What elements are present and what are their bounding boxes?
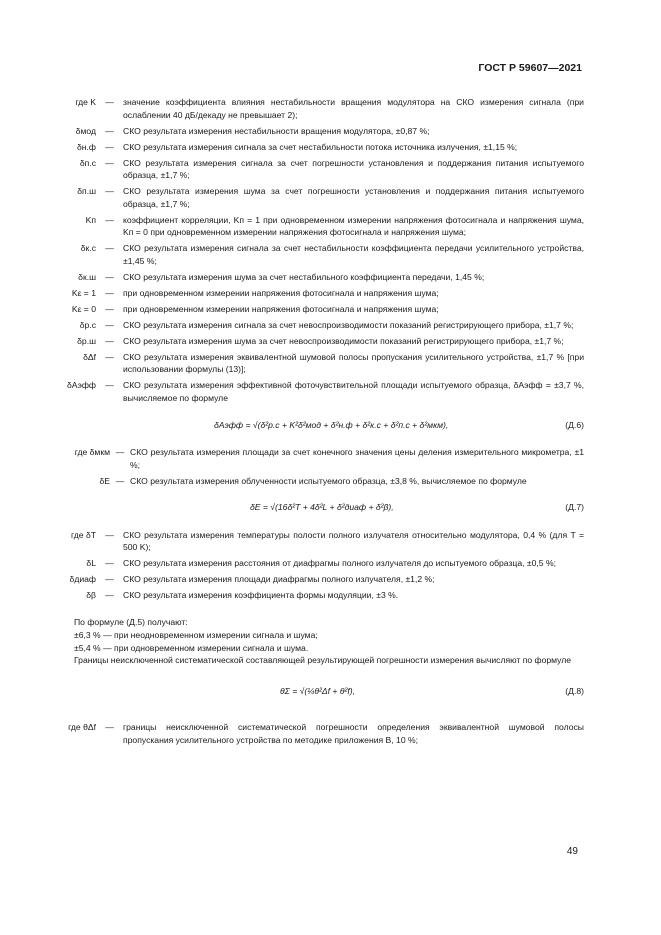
definition-row	[54, 242, 584, 267]
definition-row	[54, 125, 584, 138]
formula-d7-number: (Д.7)	[565, 502, 584, 513]
definition-symbol: Kε = 1	[71, 287, 96, 298]
definition-row	[54, 335, 584, 348]
definition-text: СКО результата измерения шума за счет погрешности установления и поддержания питания испытуемого образца, ±1,7 %;	[123, 186, 584, 209]
definition-row	[54, 589, 584, 602]
definition-text: СКО результата измерения сигнала за счет погрешности установления и поддержания питания испытуемого образца, ±1,7 %;	[123, 157, 584, 181]
definition-dash: —	[105, 303, 114, 314]
definition-dash: —	[105, 141, 114, 152]
definition-dash: —	[105, 97, 114, 107]
definition-symbol: δβ	[86, 590, 96, 601]
definition-text: СКО результата измерения сигнала за счет нестабильности коэффициента передачи усилительного устройства, ±1,45 %;	[123, 243, 584, 266]
formula-d7	[54, 491, 584, 525]
definition-text: СКО результата измерения сигнала за счет нестабильности потока источника излучения, ±1,15 %;	[123, 141, 518, 152]
definition-row	[54, 475, 584, 488]
definition-row	[54, 351, 584, 376]
definition-text: СКО результата измерения нестабильности вращения модулятора, ±0,87 %;	[123, 125, 430, 136]
definition-text: СКО результата измерения температуры полости полного излучателя относительно модулятора, 0,4 % (для T = 500 K);	[123, 529, 584, 553]
paragraph-bounds: Границы неисключенной систематической составляющей результирующей погрешности измерения вычисляют по формуле	[74, 655, 572, 666]
definition-text: СКО результата измерения расстояния от диафрагмы полного излучателя до испытуемого образца, ±0,5 %;	[123, 558, 556, 569]
definition-row	[54, 96, 584, 121]
definitions-block-1	[54, 96, 584, 405]
definition-dash: —	[115, 475, 125, 486]
definition-row	[54, 271, 584, 284]
page-number: 49	[566, 846, 578, 857]
definition-symbol: δн.ф	[77, 141, 96, 152]
definition-dash: —	[105, 574, 114, 585]
definition-row	[54, 446, 584, 471]
definition-row	[54, 287, 584, 300]
definition-text: СКО результата измерения сигнала за счет невоспроизводимости показаний регистрирующего прибора, ±1,7 %;	[123, 319, 574, 330]
formula-d6-expression: δAэфф = √(δ²р.с + K²δ²мод + δ²н.ф + δ²к.с + δ²п.с + δ²мкм),	[214, 419, 449, 430]
definition-symbol: где θΔf	[68, 722, 96, 733]
definition-text: коэффициент корреляции, Kп = 1 при одновременном измерении напряжения фотосигнала и напряжения шума, Kп = 0 при одновременном измерении напряжения фотосигнала и напряжения шума;	[123, 214, 584, 238]
definition-symbol: где δмкм	[74, 446, 110, 457]
definition-row	[54, 185, 584, 210]
result-paragraphs	[54, 616, 584, 667]
definition-text: СКО результата измерения эквивалентной шумовой полосы пропускания усилительного устройства, ±1,7 % [при использовании формулы (13)];	[123, 351, 584, 375]
definition-row	[54, 303, 584, 316]
definition-dash: —	[105, 722, 114, 733]
definition-row	[54, 319, 584, 332]
definition-text: СКО результата измерения эффективной фоточувствительной площади испытуемого образца, δAэфф = ±3,7 %, вычисляемое по формуле	[123, 380, 584, 403]
definition-text: СКО результата измерения площади диафрагмы полного излучателя, ±1,2 %;	[123, 574, 435, 585]
definition-row	[54, 157, 584, 182]
document-body	[54, 96, 584, 750]
definition-symbol: где K	[75, 97, 96, 107]
definitions-block-3	[54, 529, 584, 602]
definition-symbol: δр.ш	[77, 335, 96, 346]
definition-row	[54, 721, 584, 746]
definition-text: при одновременном измерении напряжения фотосигнала и напряжения шума;	[123, 303, 439, 314]
definitions-block-4	[54, 721, 584, 746]
definition-symbol: δE	[99, 475, 110, 486]
definition-dash: —	[105, 351, 114, 362]
definition-row	[54, 573, 584, 586]
formula-d6-number: (Д.6)	[565, 419, 584, 430]
definition-text: СКО результата измерения шума за счет нестабильного коэффициента передачи, 1,45 %;	[123, 271, 485, 282]
definition-row	[54, 379, 584, 404]
definition-dash: —	[105, 271, 114, 282]
definition-row	[54, 214, 584, 239]
definitions-block-2	[54, 446, 584, 487]
definition-text: СКО результата измерения облученности испытуемого образца, ±3,8 %, вычисляемое по формуле	[130, 475, 527, 486]
definition-dash: —	[105, 125, 114, 136]
definition-row	[54, 529, 584, 554]
definition-dash: —	[105, 157, 114, 168]
definition-symbol: где δT	[71, 529, 96, 540]
definition-symbol: δL	[86, 558, 96, 569]
definition-symbol: Kп	[85, 214, 96, 225]
definition-symbol: δп.с	[79, 157, 96, 168]
definition-symbol: δдиаф	[69, 574, 96, 585]
formula-d7-expression: δE = √(16δ²T + 4δ²L + δ²диаф + δ²β),	[250, 502, 394, 513]
definition-row	[54, 557, 584, 570]
definition-symbol: δп.ш	[77, 186, 96, 197]
definition-dash: —	[105, 287, 114, 298]
definition-text: при одновременном измерении напряжения фотосигнала и напряжения шума;	[123, 287, 439, 298]
definition-text: значение коэффициента влияния нестабильности вращения модулятора на СКО измерения сигнала (при ослаблении 40 дБ/декаду не превышает 2);	[123, 97, 584, 120]
definition-dash: —	[105, 558, 114, 569]
definition-dash: —	[105, 335, 114, 346]
definition-symbol: δAэфф	[66, 380, 96, 391]
paragraph-intro: По формуле (Д.5) получают:	[74, 616, 188, 627]
definition-symbol: δк.с	[80, 243, 96, 254]
definition-text: СКО результата измерения шума за счет невоспроизводимости показаний регистрирующего прибора, ±1,7 %;	[123, 335, 564, 346]
paragraph-result-2: ±5,4 % — при одновременном измерении сигнала и шума.	[74, 642, 309, 653]
definition-dash: —	[105, 243, 114, 254]
definition-row	[54, 141, 584, 154]
definition-dash: —	[105, 529, 114, 540]
definition-dash: —	[105, 380, 114, 391]
definition-symbol: δк.ш	[78, 271, 96, 282]
formula-d8-number: (Д.8)	[565, 685, 584, 696]
definition-text: границы неисключенной систематической погрешности определения эквивалентной шумовой полосы пропускания усилительного устройства по методике приложения В, 10 %;	[123, 722, 584, 745]
formula-d6	[54, 408, 584, 442]
definition-text: СКО результата измерения площади за счет конечного значения цены деления измерительного микрометра, ±1 %;	[130, 446, 584, 470]
definition-text: СКО результата измерения коэффициента формы модуляции, ±3 %.	[123, 590, 399, 601]
definition-symbol: δмод	[75, 125, 96, 136]
definition-symbol: Kε = 0	[71, 303, 96, 314]
paragraph-result-1: ±6,3 % — при неодновременном измерении сигнала и шума;	[74, 630, 318, 641]
standard-header: ГОСТ Р 59607—2021	[478, 62, 582, 74]
definition-dash: —	[105, 214, 114, 225]
formula-d8-expression: θΣ = √(¼θ²Δf + θ²f),	[280, 685, 355, 696]
definition-dash: —	[115, 446, 125, 457]
definition-dash: —	[105, 186, 114, 197]
definition-symbol: δр.с	[79, 319, 96, 330]
formula-d8	[54, 669, 584, 713]
definition-symbol: δΔf	[83, 351, 96, 362]
definition-dash: —	[105, 590, 114, 601]
definition-dash: —	[105, 319, 114, 330]
